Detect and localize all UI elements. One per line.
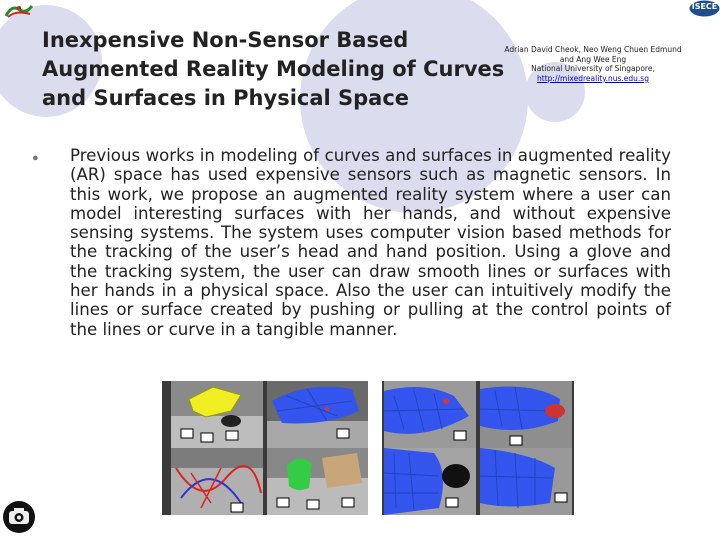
university-logo	[4, 2, 34, 20]
photo-yellow-surface	[171, 381, 263, 448]
author-affiliation: National University of Singapore,	[531, 64, 655, 74]
photo-blue-surface-1	[384, 381, 476, 448]
author-block	[498, 45, 688, 83]
lab-url-link[interactable]: http://mixedreality.nus.edu.sg	[537, 73, 649, 83]
figure-left-photo-grid	[162, 381, 368, 515]
camera-icon	[2, 500, 36, 534]
slide-title: Inexpensive Non-Sensor Based Augmented Reality Modeling of Curves and Surfaces in Physical Space	[42, 28, 505, 110]
isece-logo	[689, 0, 720, 17]
bullet-icon: ●	[32, 152, 39, 164]
isece-logo-text: ISECE	[691, 2, 718, 11]
photo-drawn-curves	[171, 448, 263, 515]
photo-blue-surface-hand	[384, 448, 476, 515]
photo-blue-surface-top	[267, 381, 368, 448]
abstract-paragraph: Previous works in modeling of curves and surfaces in augmented reality (AR) space has used expensive sensors such as magnetic sensors. In this work, we propose an augmented reality system where a user can model interesting surfaces with her hands, and without expensive sensing systems. The system uses computer vision based methods for the tracking of the user’s head and hand position. Using a glove and the tracking system, the user can draw smooth lines or surfaces with her hands in a physical space. Also the user can intuitively modify the lines or surface created by pushing or pulling at the control points of the lines or curve in a tangible manner.	[70, 146, 671, 339]
author-names: Adrian David Cheok, Neo Weng Chuen Edmund and Ang Wee Eng	[504, 45, 682, 64]
photo-blue-surface-2	[480, 381, 572, 448]
photo-blue-surface-3	[480, 448, 572, 515]
photo-green-surface	[267, 448, 368, 515]
figure-right-photo-grid	[382, 381, 574, 515]
